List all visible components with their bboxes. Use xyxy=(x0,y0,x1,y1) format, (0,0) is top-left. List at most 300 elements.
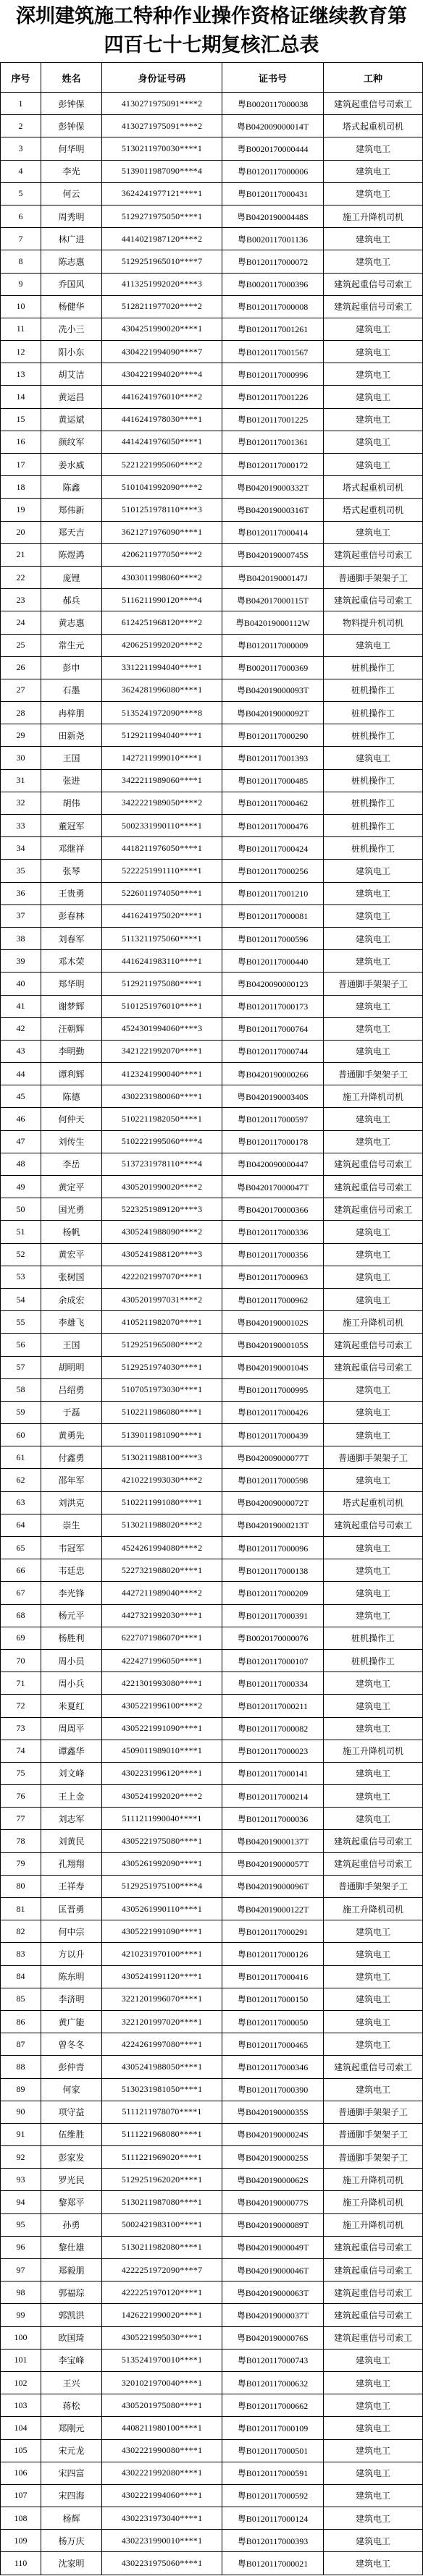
row-number-cell: 22 xyxy=(1,567,41,588)
trade-cell: 建筑电工 xyxy=(324,928,423,949)
certificate-number-cell: 粤B0120117000006 xyxy=(222,161,324,182)
certificate-number-cell: 粤B042019000093T xyxy=(222,679,324,701)
row-number-cell: 59 xyxy=(1,1402,41,1423)
trade-cell: 建筑起重信号司索工 xyxy=(324,544,423,566)
trade-cell: 桩机操作工 xyxy=(324,815,423,836)
name-cell: 王国 xyxy=(41,747,102,768)
certificate-number-cell: 粤B0120117000390 xyxy=(222,2079,324,2101)
id-number-cell: 4305241991120****1 xyxy=(102,1966,222,1988)
trade-cell: 建筑电工 xyxy=(324,454,423,475)
trade-cell: 建筑电工 xyxy=(324,635,423,656)
certificate-number-cell: 粤B0120117000476 xyxy=(222,815,324,836)
table-row xyxy=(1,1153,423,1176)
table-row xyxy=(1,1063,423,1085)
column-header-name: 姓名 xyxy=(41,63,102,92)
row-number-cell: 87 xyxy=(1,2033,41,2055)
row-number-cell: 108 xyxy=(1,2507,41,2529)
table-row xyxy=(1,815,423,837)
name-cell: 蒋松 xyxy=(41,2394,102,2416)
table-row xyxy=(1,1718,423,1740)
trade-cell: 桩机操作工 xyxy=(324,724,423,746)
row-number-cell: 34 xyxy=(1,837,41,859)
certificate-number-cell: 粤B0120117000008 xyxy=(222,296,324,318)
id-number-cell: 5111221968080****1 xyxy=(102,2124,222,2145)
name-cell: 杨元平 xyxy=(41,1605,102,1627)
table-row xyxy=(1,1221,423,1243)
trade-cell: 建筑电工 xyxy=(324,883,423,904)
trade-cell: 建筑电工 xyxy=(324,228,423,250)
id-number-cell: 5227321988020****1 xyxy=(102,1559,222,1581)
name-cell: 郑刚元 xyxy=(41,2417,102,2439)
name-cell: 张进 xyxy=(41,770,102,792)
name-cell: 郑毅朋 xyxy=(41,2259,102,2281)
name-cell: 宋四富 xyxy=(41,2462,102,2484)
trade-cell: 普通脚手架架子工 xyxy=(324,567,423,588)
id-number-cell: 4304251990020****1 xyxy=(102,318,222,340)
table-row xyxy=(1,1469,423,1491)
name-cell: 谭利辉 xyxy=(41,1063,102,1085)
trade-cell: 普通脚手架架子工 xyxy=(324,1876,423,1897)
name-cell: 杨万庆 xyxy=(41,2530,102,2551)
row-number-cell: 69 xyxy=(1,1627,41,1649)
name-cell: 黎郑平 xyxy=(41,2191,102,2213)
trade-cell: 建筑电工 xyxy=(324,1605,423,1627)
table-header-row xyxy=(1,62,423,93)
trade-cell: 建筑电工 xyxy=(324,409,423,431)
certificate-number-cell: 粤B0120117001261 xyxy=(222,318,324,340)
row-number-cell: 78 xyxy=(1,1830,41,1852)
id-number-cell: 5129251974030****1 xyxy=(102,1357,222,1378)
certificate-number-cell: 粤B042019000089T xyxy=(222,2214,324,2236)
row-number-cell: 24 xyxy=(1,611,41,633)
table-row xyxy=(1,1627,423,1650)
id-number-cell: 5221221995060****2 xyxy=(102,454,222,475)
row-number-cell: 76 xyxy=(1,1785,41,1807)
certificate-number-cell: 粤B0120117000764 xyxy=(222,1018,324,1040)
certificate-number-cell: 粤B042019000062S xyxy=(222,2169,324,2190)
table-row xyxy=(1,2079,423,2101)
row-number-cell: 31 xyxy=(1,770,41,792)
id-number-cell: 4222251970120****1 xyxy=(102,2281,222,2303)
certificate-number-cell: 粤B0120117000211 xyxy=(222,1695,324,1716)
trade-cell: 建筑电工 xyxy=(324,1695,423,1716)
name-cell: 付鑫勇 xyxy=(41,1446,102,1468)
id-number-cell: 3221201997020****1 xyxy=(102,2011,222,2033)
id-number-cell: 4302221990080****1 xyxy=(102,2440,222,2462)
table-row xyxy=(1,318,423,341)
certificate-number-cell: 粤B0120117000172 xyxy=(222,454,324,475)
table-row xyxy=(1,2011,423,2033)
name-cell: 郑华明 xyxy=(41,973,102,994)
row-number-cell: 47 xyxy=(1,1131,41,1153)
table-row xyxy=(1,567,423,589)
table-row xyxy=(1,1334,423,1356)
name-cell: 韦冠军 xyxy=(41,1537,102,1559)
certificate-number-cell: 粤B0120117000081 xyxy=(222,905,324,927)
id-number-cell: 4304221994020****4 xyxy=(102,363,222,385)
id-number-cell: 5002421983100****1 xyxy=(102,2214,222,2236)
id-number-cell: 4206211977050****2 xyxy=(102,544,222,566)
trade-cell: 建筑电工 xyxy=(324,318,423,340)
row-number-cell: 109 xyxy=(1,2530,41,2551)
certificate-number-cell: 粤B0120117000141 xyxy=(222,1763,324,1784)
name-cell: 彭春林 xyxy=(41,905,102,927)
name-cell: 何中宗 xyxy=(41,1920,102,1942)
table-row xyxy=(1,905,423,928)
id-number-cell: 4305221975080****1 xyxy=(102,1830,222,1852)
id-number-cell: 5101041992090****2 xyxy=(102,476,222,498)
trade-cell: 普通脚手架架子工 xyxy=(324,2124,423,2145)
name-cell: 黄宏平 xyxy=(41,1244,102,1266)
certificate-number-cell: 粤B042019000049T xyxy=(222,2237,324,2258)
page-title-line-1: 深圳建筑施工特种作业操作资格证继续教育第 xyxy=(16,5,407,27)
trade-cell: 施工升降机司机 xyxy=(324,1740,423,1762)
certificate-number-cell: 粤B0120117000023 xyxy=(222,1740,324,1762)
name-cell: 彭家发 xyxy=(41,2146,102,2168)
id-number-cell: 5130211988100****3 xyxy=(102,1446,222,1468)
trade-cell: 建筑起重信号司索工 xyxy=(324,1853,423,1875)
certificate-number-cell: 粤B0120117000009 xyxy=(222,635,324,656)
id-number-cell: 4305201975080****1 xyxy=(102,2394,222,2416)
id-number-cell: 5129211994040****1 xyxy=(102,724,222,746)
id-number-cell: 4414241976050****1 xyxy=(102,431,222,453)
name-cell: 杨胜利 xyxy=(41,1627,102,1649)
certificate-number-cell: 粤B0120117000995 xyxy=(222,1379,324,1401)
id-number-cell: 5130211988020****2 xyxy=(102,1514,222,1536)
trade-cell: 建筑起重信号司索工 xyxy=(324,274,423,295)
trade-cell: 建筑电工 xyxy=(324,1221,423,1242)
name-cell: 刘传生 xyxy=(41,1131,102,1153)
row-number-cell: 46 xyxy=(1,1108,41,1130)
certificate-number-cell: 粤B042019000037T xyxy=(222,2304,324,2326)
name-cell: 周小兵 xyxy=(41,1672,102,1694)
id-number-cell: 5107051973030****1 xyxy=(102,1379,222,1401)
name-cell: 匡晋勇 xyxy=(41,1898,102,1920)
id-number-cell: 5113211975060****1 xyxy=(102,928,222,949)
certificate-number-cell: 粤B0120117000439 xyxy=(222,1424,324,1446)
row-number-cell: 94 xyxy=(1,2191,41,2213)
trade-cell: 建筑电工 xyxy=(324,183,423,205)
trade-cell: 建筑电工 xyxy=(324,1469,423,1491)
row-number-cell: 11 xyxy=(1,318,41,340)
id-number-cell: 5102211982050****1 xyxy=(102,1108,222,1130)
name-cell: 陈鑫 xyxy=(41,476,102,498)
row-number-cell: 85 xyxy=(1,1988,41,2010)
certificate-number-cell: 粤B042019000096T xyxy=(222,1876,324,1897)
row-number-cell: 48 xyxy=(1,1153,41,1175)
id-number-cell: 4305261990110****1 xyxy=(102,1898,222,1920)
certificate-number-cell: 粤B0120117000050 xyxy=(222,2011,324,2033)
trade-cell: 普通脚手架架子工 xyxy=(324,973,423,994)
id-number-cell: 3221201996070****1 xyxy=(102,1988,222,2010)
trade-cell: 建筑电工 xyxy=(324,250,423,272)
table-row xyxy=(1,996,423,1018)
id-number-cell: 4210221993030****2 xyxy=(102,1469,222,1491)
trade-cell: 施工升降机司机 xyxy=(324,1898,423,1920)
name-cell: 彭钟保 xyxy=(41,115,102,137)
trade-cell: 建筑电工 xyxy=(324,1559,423,1581)
id-number-cell: 5128211977020****2 xyxy=(102,296,222,318)
summary-table xyxy=(0,62,423,2575)
table-row xyxy=(1,476,423,499)
id-number-cell: 5101251976010****1 xyxy=(102,996,222,1017)
name-cell: 邓木荣 xyxy=(41,950,102,972)
name-cell: 郝兵 xyxy=(41,589,102,611)
row-number-cell: 21 xyxy=(1,544,41,566)
id-number-cell: 5102211991080****1 xyxy=(102,1492,222,1514)
row-number-cell: 74 xyxy=(1,1740,41,1762)
table-row xyxy=(1,1402,423,1424)
table-row xyxy=(1,1898,423,1920)
trade-cell: 建筑电工 xyxy=(324,1966,423,1988)
name-cell: 国光勇 xyxy=(41,1198,102,1220)
certificate-number-cell: 粤B0120117000485 xyxy=(222,770,324,792)
trade-cell: 建筑电工 xyxy=(324,2011,423,2033)
trade-cell: 建筑电工 xyxy=(324,161,423,182)
name-cell: 乔国风 xyxy=(41,274,102,295)
row-number-cell: 43 xyxy=(1,1041,41,1062)
id-number-cell: 5101251978110****3 xyxy=(102,499,222,520)
row-number-cell: 41 xyxy=(1,996,41,1017)
certificate-number-cell: 粤B0120117000126 xyxy=(222,1943,324,1965)
certificate-number-cell: 粤B0120117000440 xyxy=(222,950,324,972)
name-cell: 冼小三 xyxy=(41,318,102,340)
row-number-cell: 54 xyxy=(1,1289,41,1310)
certificate-number-cell: 粤B0420190000266 xyxy=(222,1063,324,1085)
table-row xyxy=(1,341,423,363)
row-number-cell: 49 xyxy=(1,1176,41,1198)
row-number-cell: 70 xyxy=(1,1650,41,1672)
id-number-cell: 1426221990020****1 xyxy=(102,2304,222,2326)
certificate-number-cell: 粤B0120117000592 xyxy=(222,2485,324,2507)
trade-cell: 建筑电工 xyxy=(324,996,423,1017)
name-cell: 杨健华 xyxy=(41,296,102,318)
certificate-number-cell: 粤B0120117000290 xyxy=(222,724,324,746)
certificate-number-cell: 粤B0120117000465 xyxy=(222,2033,324,2055)
row-number-cell: 96 xyxy=(1,2237,41,2258)
id-number-cell: 4305241992020****2 xyxy=(102,1785,222,1807)
certificate-number-cell: 粤B042019000076S xyxy=(222,2327,324,2349)
certificate-number-cell: 粤B042019000024S xyxy=(222,2124,324,2145)
name-cell: 陈东明 xyxy=(41,1966,102,1988)
certificate-number-cell: 粤B0020117000396 xyxy=(222,274,324,295)
row-number-cell: 88 xyxy=(1,2056,41,2077)
trade-cell: 桩机操作工 xyxy=(324,837,423,859)
id-number-cell: 4222251972090****7 xyxy=(102,2259,222,2281)
column-header-number: 序号 xyxy=(1,63,41,92)
table-row xyxy=(1,2056,423,2078)
row-number-cell: 7 xyxy=(1,228,41,250)
trade-cell: 建筑电工 xyxy=(324,341,423,363)
name-cell: 杨帆 xyxy=(41,1221,102,1242)
id-number-cell: 5111221969020****1 xyxy=(102,2146,222,2168)
certificate-number-cell: 粤B042019000448S xyxy=(222,206,324,227)
name-cell: 欧国琦 xyxy=(41,2327,102,2349)
trade-cell: 建筑电工 xyxy=(324,522,423,543)
name-cell: 何仲天 xyxy=(41,1108,102,1130)
certificate-number-cell: 粤B042019000063T xyxy=(222,2281,324,2303)
id-number-cell: 3421221992070****1 xyxy=(102,1041,222,1062)
name-cell: 董冠军 xyxy=(41,815,102,836)
table-row xyxy=(1,611,423,634)
table-row xyxy=(1,1266,423,1289)
row-number-cell: 8 xyxy=(1,250,41,272)
trade-cell: 建筑电工 xyxy=(324,747,423,768)
certificate-number-cell: 粤B042009000077T xyxy=(222,1446,324,1468)
table-row xyxy=(1,2237,423,2259)
row-number-cell: 71 xyxy=(1,1672,41,1694)
row-number-cell: 106 xyxy=(1,2462,41,2484)
name-cell: 杨辉 xyxy=(41,2507,102,2529)
row-number-cell: 39 xyxy=(1,950,41,972)
trade-cell: 塔式起重机司机 xyxy=(324,1492,423,1514)
name-cell: 米夏红 xyxy=(41,1695,102,1716)
certificate-number-cell: 粤B0120117000414 xyxy=(222,522,324,543)
trade-cell: 桩机操作工 xyxy=(324,1627,423,1649)
certificate-number-cell: 粤B0020117001136 xyxy=(222,228,324,250)
table-row xyxy=(1,1379,423,1402)
certificate-number-cell: 粤B042019000046T xyxy=(222,2259,324,2281)
trade-cell: 建筑电工 xyxy=(324,2079,423,2101)
id-number-cell: 5223251989120****3 xyxy=(102,1198,222,1220)
id-number-cell: 4427211989040****2 xyxy=(102,1582,222,1603)
id-number-cell: 4305241988120****3 xyxy=(102,1244,222,1266)
row-number-cell: 19 xyxy=(1,499,41,520)
id-number-cell: 5130211987080****1 xyxy=(102,2191,222,2213)
table-row xyxy=(1,250,423,273)
table-row xyxy=(1,1311,423,1334)
name-cell: 孙勇 xyxy=(41,2214,102,2236)
certificate-number-cell: 粤B042019000057T xyxy=(222,1853,324,1875)
table-row xyxy=(1,296,423,318)
table-row xyxy=(1,2191,423,2213)
row-number-cell: 13 xyxy=(1,363,41,385)
certificate-number-cell: 粤B0120117000393 xyxy=(222,2530,324,2551)
trade-cell: 建筑电工 xyxy=(324,431,423,453)
trade-cell: 施工升降机司机 xyxy=(324,2169,423,2190)
row-number-cell: 77 xyxy=(1,1808,41,1829)
table-row xyxy=(1,2327,423,2350)
table-row xyxy=(1,589,423,611)
row-number-cell: 1 xyxy=(1,93,41,114)
name-cell: 刘黄民 xyxy=(41,1830,102,1852)
certificate-number-cell: 粤B0120117000178 xyxy=(222,1131,324,1153)
trade-cell: 桩机操作工 xyxy=(324,702,423,724)
table-row xyxy=(1,2350,423,2372)
table-row xyxy=(1,657,423,679)
table-row xyxy=(1,702,423,724)
trade-cell: 施工升降机司机 xyxy=(324,1311,423,1333)
trade-cell: 建筑电工 xyxy=(324,2440,423,2462)
trade-cell: 建筑电工 xyxy=(324,1763,423,1784)
trade-cell: 建筑电工 xyxy=(324,1424,423,1446)
name-cell: 常生元 xyxy=(41,635,102,656)
certificate-number-cell: 粤B0420090000447 xyxy=(222,1153,324,1175)
table-row xyxy=(1,1176,423,1198)
id-number-cell: 4210231970100****1 xyxy=(102,1943,222,1965)
name-cell: 胡明明 xyxy=(41,1357,102,1378)
table-row xyxy=(1,1920,423,1943)
id-number-cell: 1427211999010****1 xyxy=(102,747,222,768)
certificate-number-cell: 粤B0120117000596 xyxy=(222,928,324,949)
table-row xyxy=(1,679,423,702)
name-cell: 郭凯洪 xyxy=(41,2304,102,2326)
certificate-number-cell: 粤B0120117001210 xyxy=(222,883,324,904)
name-cell: 黄运斌 xyxy=(41,409,102,431)
id-number-cell: 5139011981090****1 xyxy=(102,1424,222,1446)
row-number-cell: 75 xyxy=(1,1763,41,1784)
table-row xyxy=(1,928,423,950)
row-number-cell: 90 xyxy=(1,2101,41,2123)
trade-cell: 建筑电工 xyxy=(324,2033,423,2055)
id-number-cell: 5129251965080****2 xyxy=(102,1334,222,1355)
name-cell: 李雄飞 xyxy=(41,1311,102,1333)
table-row xyxy=(1,770,423,792)
row-number-cell: 42 xyxy=(1,1018,41,1040)
table-body xyxy=(1,93,423,2575)
certificate-number-cell: 粤B0120117000209 xyxy=(222,1582,324,1603)
table-row xyxy=(1,837,423,860)
row-number-cell: 3 xyxy=(1,137,41,159)
trade-cell: 建筑起重信号司索工 xyxy=(324,1514,423,1536)
id-number-cell: 4427321992030****1 xyxy=(102,1605,222,1627)
certificate-number-cell: 粤B042009000072T xyxy=(222,1492,324,1514)
trade-cell: 建筑电工 xyxy=(324,2552,423,2574)
row-number-cell: 82 xyxy=(1,1920,41,1942)
id-number-cell: 5002331990110****1 xyxy=(102,815,222,836)
name-cell: 郭福琮 xyxy=(41,2281,102,2303)
name-cell: 孔翔翔 xyxy=(41,1853,102,1875)
table-row xyxy=(1,747,423,769)
name-cell: 谭鑫华 xyxy=(41,1740,102,1762)
id-number-cell: 4206251992020****2 xyxy=(102,635,222,656)
name-cell: 王国 xyxy=(41,1334,102,1355)
name-cell: 吕绍勇 xyxy=(41,1379,102,1401)
certificate-number-cell: 粤B0120117000334 xyxy=(222,1672,324,1694)
row-number-cell: 36 xyxy=(1,883,41,904)
certificate-number-cell: 粤B0420090000123 xyxy=(222,973,324,994)
table-row xyxy=(1,274,423,296)
id-number-cell: 5102211986080****1 xyxy=(102,1402,222,1423)
table-row xyxy=(1,635,423,657)
certificate-number-cell: 粤B042017000047T xyxy=(222,1176,324,1198)
id-number-cell: 5129251962020****1 xyxy=(102,2169,222,2190)
table-row xyxy=(1,973,423,995)
trade-cell: 建筑电工 xyxy=(324,2417,423,2439)
row-number-cell: 51 xyxy=(1,1221,41,1242)
trade-cell: 建筑电工 xyxy=(324,1041,423,1062)
name-cell: 胡艾洁 xyxy=(41,363,102,385)
id-number-cell: 5222251991110****1 xyxy=(102,860,222,881)
table-row xyxy=(1,2372,423,2394)
id-number-cell: 6124251968120****2 xyxy=(102,611,222,633)
row-number-cell: 10 xyxy=(1,296,41,318)
table-row xyxy=(1,1876,423,1898)
trade-cell: 建筑电工 xyxy=(324,1108,423,1130)
row-number-cell: 45 xyxy=(1,1085,41,1107)
trade-cell: 建筑电工 xyxy=(324,1988,423,2010)
certificate-number-cell: 粤B0120117000662 xyxy=(222,2394,324,2416)
row-number-cell: 95 xyxy=(1,2214,41,2236)
id-number-cell: 5116211990120****4 xyxy=(102,589,222,611)
row-number-cell: 12 xyxy=(1,341,41,363)
table-row xyxy=(1,950,423,973)
name-cell: 周周平 xyxy=(41,1718,102,1740)
certificate-number-cell: 粤B042019000316T xyxy=(222,499,324,520)
name-cell: 何云 xyxy=(41,183,102,205)
table-row xyxy=(1,1492,423,1514)
name-cell: 冉梓朋 xyxy=(41,702,102,724)
